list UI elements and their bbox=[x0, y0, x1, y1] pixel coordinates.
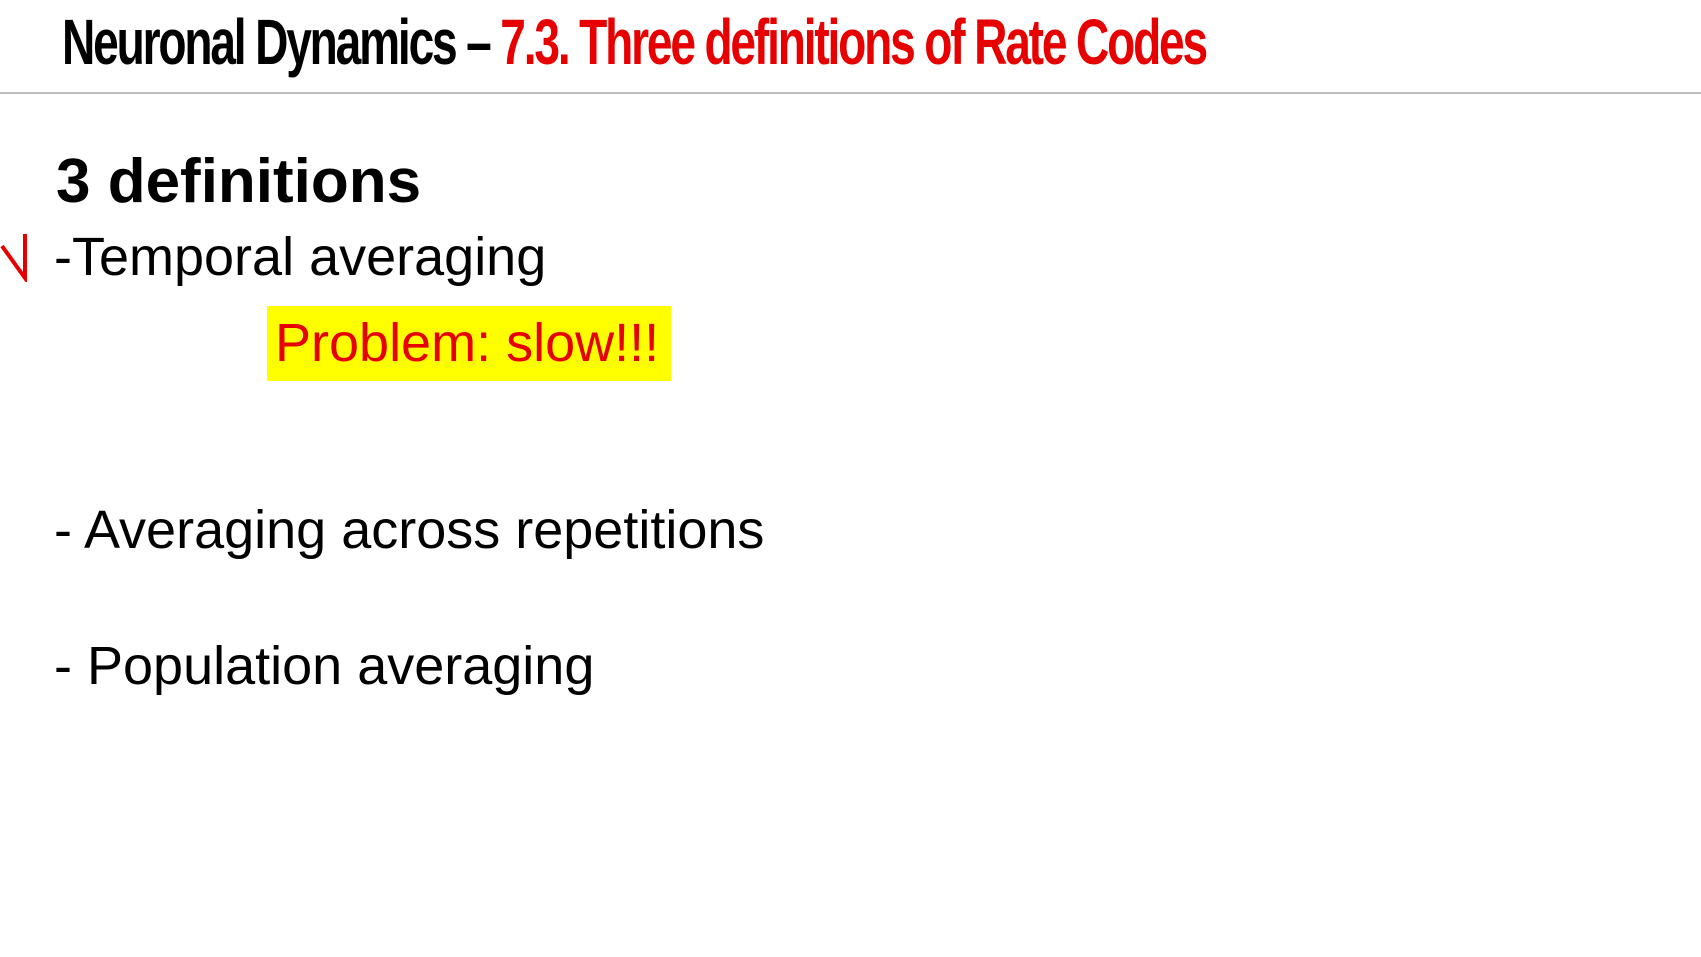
check-mark-icon bbox=[0, 232, 30, 282]
title-prefix: Neuronal Dynamics – bbox=[62, 6, 501, 78]
section-heading: 3 definitions bbox=[56, 147, 422, 216]
bullet-averaging-across-repetitions: - Averaging across repetitions bbox=[54, 500, 765, 560]
bullet-population-averaging: - Population averaging bbox=[54, 636, 595, 696]
title-main: 7.3. Three definitions of Rate Codes bbox=[500, 6, 1206, 78]
title-bar bbox=[0, 0, 1701, 94]
bullet-temporal-averaging: -Temporal averaging bbox=[54, 227, 547, 287]
problem-callout: Problem: slow!!! bbox=[267, 306, 671, 381]
slide-title bbox=[62, 4, 1206, 80]
